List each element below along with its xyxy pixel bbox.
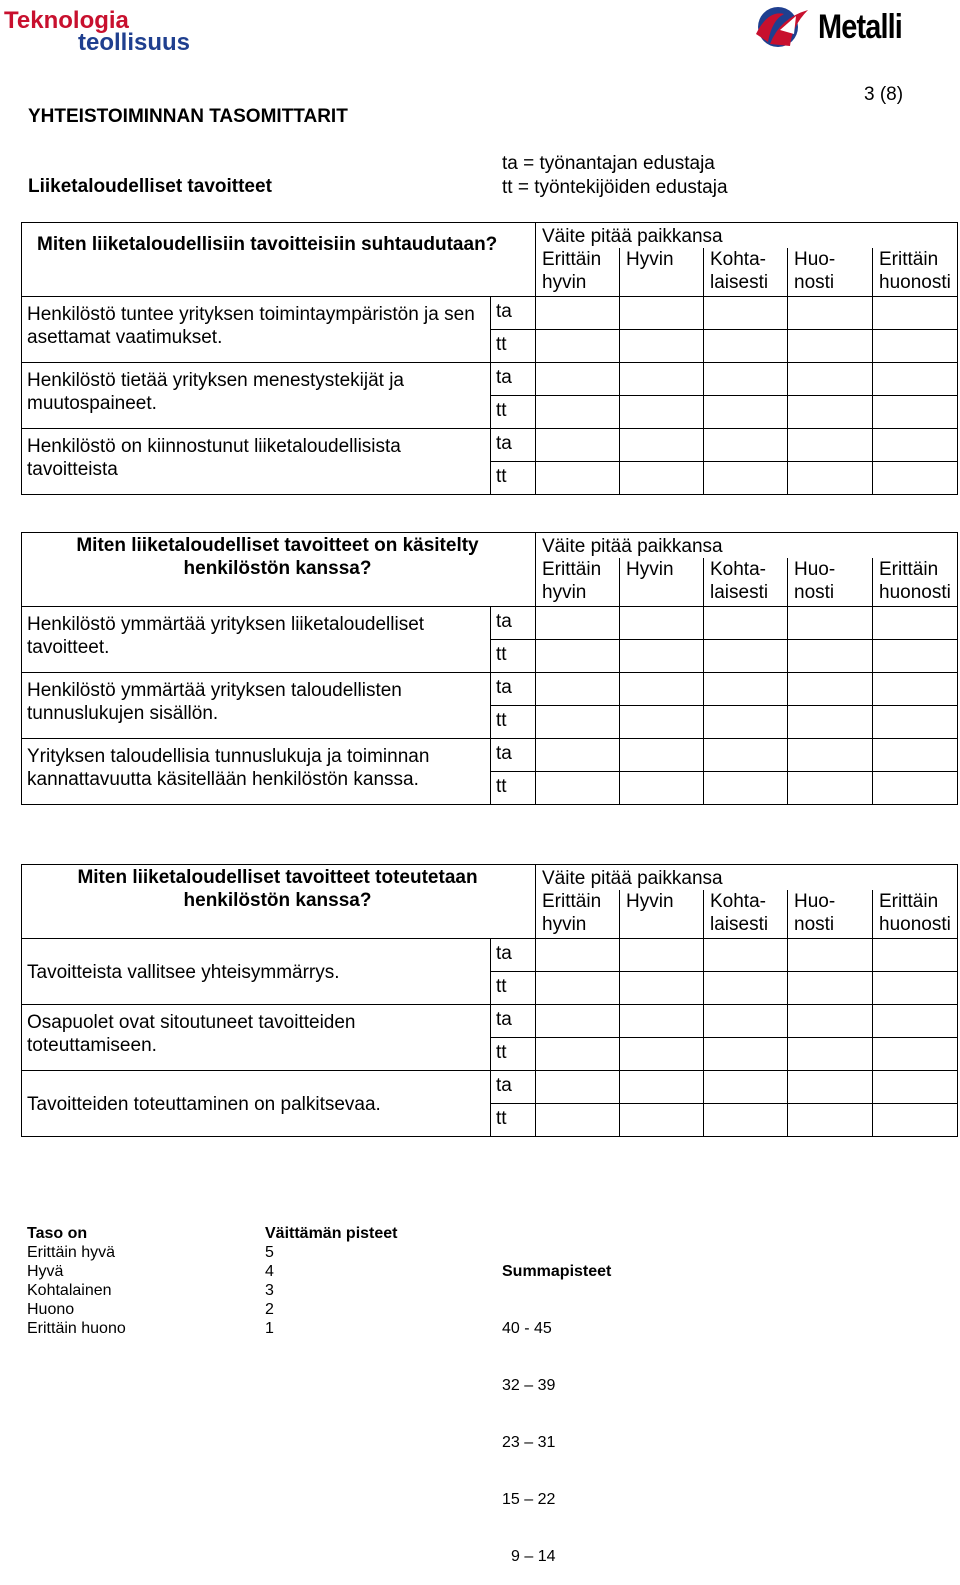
answer-cell[interactable] [620, 772, 704, 805]
answer-cell[interactable] [620, 1104, 704, 1137]
answer-cell[interactable] [536, 706, 620, 739]
statement: Henkilöstö tietää yrityksen menestystekijät ja muutospaineet. [22, 363, 491, 429]
scale-caption: Väite pitää paikkansa [536, 223, 958, 249]
scoring-points: 4 [265, 1263, 274, 1280]
scoring-points-column [265, 1224, 397, 1338]
scale-option-1: Erittäin hyvin [536, 248, 620, 297]
ta-label: ta [491, 363, 536, 396]
scale-option-2: Hyvin [620, 248, 704, 297]
tt-label: tt [491, 640, 536, 673]
scale-option-5: Erittäin huonosti [873, 890, 958, 939]
answer-cell[interactable] [873, 1038, 958, 1071]
scoring-points: 5 [265, 1244, 274, 1261]
question-table-3 [21, 864, 958, 1137]
scoring-sum-column [502, 1224, 611, 1585]
scale-option-3: Kohta- laisesti [704, 558, 788, 607]
answer-cell[interactable] [704, 772, 788, 805]
answer-cell[interactable] [620, 363, 704, 396]
answer-cell[interactable] [536, 1104, 620, 1137]
scoring-sum: 23 – 31 [502, 1434, 556, 1451]
answer-cell[interactable] [704, 939, 788, 972]
answer-cell[interactable] [873, 1104, 958, 1137]
answer-cell[interactable] [788, 1104, 873, 1137]
tt-label: tt [491, 972, 536, 1005]
scoring-sum: 40 - 45 [502, 1320, 552, 1337]
scale-option-4: Huo- nosti [788, 558, 873, 607]
answer-cell[interactable] [788, 673, 873, 706]
scale-option-2: Hyvin [620, 890, 704, 939]
answer-cell[interactable] [788, 939, 873, 972]
scale-option-5: Erittäin huonosti [873, 558, 958, 607]
scoring-header-level: Taso on [27, 1225, 88, 1242]
scale-option-1: Erittäin hyvin [536, 558, 620, 607]
scoring-level-column [27, 1224, 126, 1338]
answer-cell[interactable] [704, 972, 788, 1005]
statement: Henkilöstö on kiinnostunut liiketaloudellisista tavoitteista [22, 429, 491, 495]
answer-cell[interactable] [536, 429, 620, 462]
ta-label: ta [491, 297, 536, 330]
answer-cell[interactable] [620, 673, 704, 706]
answer-cell[interactable] [873, 330, 958, 363]
answer-cell[interactable] [536, 297, 620, 330]
statement: Tavoitteiden toteuttaminen on palkitsevaa. [22, 1071, 491, 1137]
answer-cell[interactable] [536, 462, 620, 495]
answer-cell[interactable] [704, 462, 788, 495]
ta-label: ta [491, 739, 536, 772]
answer-cell[interactable] [620, 396, 704, 429]
answer-cell[interactable] [620, 462, 704, 495]
ta-label: ta [491, 607, 536, 640]
answer-cell[interactable] [620, 739, 704, 772]
answer-cell[interactable] [536, 330, 620, 363]
question-heading: Miten liiketaloudelliset tavoitteet toteutetaan henkilöstön kanssa? [22, 865, 536, 939]
answer-cell[interactable] [873, 673, 958, 706]
answer-cell[interactable] [788, 739, 873, 772]
page-number: 3 (8) [864, 84, 904, 105]
ta-label: ta [491, 673, 536, 706]
question-table-1 [21, 222, 958, 495]
scoring-points: 2 [265, 1301, 274, 1318]
answer-cell[interactable] [536, 607, 620, 640]
answer-cell[interactable] [704, 607, 788, 640]
scoring-level: Erittäin huono [27, 1320, 126, 1337]
teknologiateollisuus-logo [4, 7, 191, 56]
answer-cell[interactable] [536, 739, 620, 772]
answer-cell[interactable] [788, 462, 873, 495]
answer-cell[interactable] [873, 1071, 958, 1104]
answer-cell[interactable] [704, 396, 788, 429]
answer-cell[interactable] [788, 972, 873, 1005]
ta-label: ta [491, 1071, 536, 1104]
section-title: Liiketaloudelliset tavoitteet [28, 176, 272, 197]
answer-cell[interactable] [704, 739, 788, 772]
answer-cell[interactable] [704, 1104, 788, 1137]
logo-right-word: Metalli [818, 8, 902, 46]
answer-cell[interactable] [536, 1038, 620, 1071]
scale-option-4: Huo- nosti [788, 890, 873, 939]
statement: Henkilöstö ymmärtää yrityksen liiketaloudelliset tavoitteet. [22, 607, 491, 673]
scoring-points: 1 [265, 1320, 274, 1337]
ta-label: ta [491, 1005, 536, 1038]
scale-option-1: Erittäin hyvin [536, 890, 620, 939]
scale-caption: Väite pitää paikkansa [536, 865, 958, 891]
answer-cell[interactable] [704, 429, 788, 462]
answer-cell[interactable] [873, 429, 958, 462]
tt-label: tt [491, 772, 536, 805]
tt-label: tt [491, 462, 536, 495]
answer-cell[interactable] [873, 640, 958, 673]
scoring-header-sum: Summapisteet [502, 1263, 612, 1280]
scoring-sum: 15 – 22 [502, 1491, 556, 1508]
answer-cell[interactable] [788, 640, 873, 673]
statement: Henkilöstö tuntee yrityksen toimintaympäristön ja sen asettamat vaatimukset. [22, 297, 491, 363]
metalli-logo [750, 4, 920, 48]
answer-cell[interactable] [536, 1005, 620, 1038]
tt-label: tt [491, 396, 536, 429]
tt-label: tt [491, 330, 536, 363]
answer-cell[interactable] [788, 607, 873, 640]
answer-cell[interactable] [620, 429, 704, 462]
scoring-level: Kohtalainen [27, 1282, 112, 1299]
answer-cell[interactable] [620, 1038, 704, 1071]
answer-cell[interactable] [873, 607, 958, 640]
scale-option-3: Kohta- laisesti [704, 248, 788, 297]
answer-cell[interactable] [873, 396, 958, 429]
answer-cell[interactable] [620, 330, 704, 363]
statement: Osapuolet ovat sitoutuneet tavoitteiden toteuttamiseen. [22, 1005, 491, 1071]
scoring-sum: 32 – 39 [502, 1377, 556, 1394]
answer-cell[interactable] [620, 939, 704, 972]
answer-cell[interactable] [788, 396, 873, 429]
tt-label: tt [491, 1104, 536, 1137]
answer-cell[interactable] [788, 429, 873, 462]
answer-cell[interactable] [704, 1038, 788, 1071]
answer-cell[interactable] [536, 972, 620, 1005]
legend [502, 152, 728, 200]
answer-cell[interactable] [536, 1071, 620, 1104]
answer-cell[interactable] [873, 972, 958, 1005]
answer-cell[interactable] [704, 363, 788, 396]
answer-cell[interactable] [873, 772, 958, 805]
answer-cell[interactable] [620, 1071, 704, 1104]
legend-ta: ta = työnantajan edustaja [502, 153, 715, 174]
answer-cell[interactable] [788, 1071, 873, 1104]
scale-option-4: Huo- nosti [788, 248, 873, 297]
answer-cell[interactable] [704, 640, 788, 673]
answer-cell[interactable] [873, 739, 958, 772]
answer-cell[interactable] [873, 1005, 958, 1038]
answer-cell[interactable] [620, 640, 704, 673]
answer-cell[interactable] [704, 1071, 788, 1104]
scale-caption: Väite pitää paikkansa [536, 533, 958, 559]
legend-tt: tt = työntekijöiden edustaja [502, 177, 728, 198]
scale-option-3: Kohta- laisesti [704, 890, 788, 939]
answer-cell[interactable] [788, 297, 873, 330]
answer-cell[interactable] [788, 363, 873, 396]
metalli-emblem-icon [750, 4, 812, 48]
answer-cell[interactable] [873, 939, 958, 972]
scoring-level: Hyvä [27, 1263, 64, 1280]
scoring-sum: 9 – 14 [511, 1548, 556, 1565]
answer-cell[interactable] [536, 640, 620, 673]
answer-cell[interactable] [788, 330, 873, 363]
statement: Tavoitteista vallitsee yhteisymmärrys. [22, 939, 491, 1005]
document-title: YHTEISTOIMINNAN TASOMITTARIT [28, 106, 348, 127]
answer-cell[interactable] [873, 462, 958, 495]
ta-label: ta [491, 429, 536, 462]
scale-option-5: Erittäin huonosti [873, 248, 958, 297]
answer-cell[interactable] [788, 772, 873, 805]
answer-cell[interactable] [873, 297, 958, 330]
answer-cell[interactable] [704, 706, 788, 739]
answer-cell[interactable] [788, 1005, 873, 1038]
scale-option-2: Hyvin [620, 558, 704, 607]
answer-cell[interactable] [536, 673, 620, 706]
answer-cell[interactable] [536, 396, 620, 429]
question-table-2 [21, 532, 958, 805]
tt-label: tt [491, 1038, 536, 1071]
answer-cell[interactable] [620, 706, 704, 739]
scoring-header-points: Väittämän pisteet [265, 1225, 398, 1242]
tt-label: tt [491, 706, 536, 739]
answer-cell[interactable] [873, 363, 958, 396]
scoring-points: 3 [265, 1282, 274, 1299]
answer-cell[interactable] [536, 363, 620, 396]
logo-left-line2: teollisuus [78, 29, 191, 56]
answer-cell[interactable] [788, 1038, 873, 1071]
scoring-level: Erittäin hyvä [27, 1244, 116, 1261]
logo-left-line1: Teknologia [4, 7, 129, 34]
answer-cell[interactable] [704, 673, 788, 706]
statement: Yrityksen taloudellisia tunnuslukuja ja toiminnan kannattavuutta käsitellään henkilöstön kanssa. [22, 739, 491, 805]
scoring-level: Huono [27, 1301, 75, 1318]
answer-cell[interactable] [704, 1005, 788, 1038]
answer-cell[interactable] [536, 772, 620, 805]
answer-cell[interactable] [620, 1005, 704, 1038]
answer-cell[interactable] [704, 330, 788, 363]
answer-cell[interactable] [536, 939, 620, 972]
answer-cell[interactable] [873, 706, 958, 739]
answer-cell[interactable] [620, 972, 704, 1005]
statement: Henkilöstö ymmärtää yrityksen taloudellisten tunnuslukujen sisällön. [22, 673, 491, 739]
answer-cell[interactable] [704, 297, 788, 330]
answer-cell[interactable] [788, 706, 873, 739]
answer-cell[interactable] [620, 607, 704, 640]
question-heading: Miten liiketaloudellisiin tavoitteisiin suhtaudutaan? [22, 223, 536, 297]
answer-cell[interactable] [620, 297, 704, 330]
ta-label: ta [491, 939, 536, 972]
question-heading: Miten liiketaloudelliset tavoitteet on käsitelty henkilöstön kanssa? [22, 533, 536, 607]
